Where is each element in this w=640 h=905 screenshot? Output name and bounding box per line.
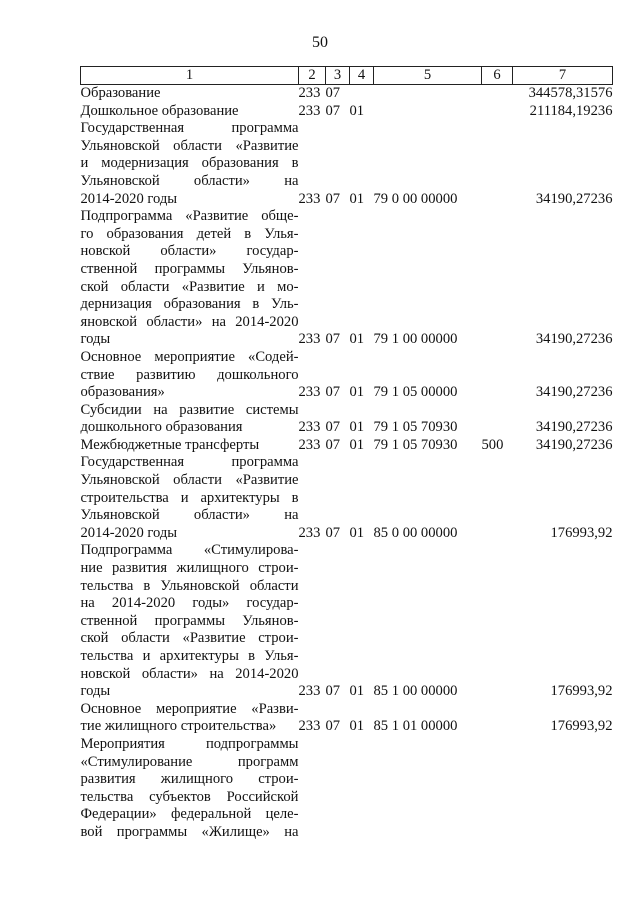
header-col-2: 2 — [299, 67, 326, 85]
row-name-line: ской области «Развитие и мо- — [80, 278, 299, 295]
code-subsection: 01 — [349, 718, 365, 735]
row-name — [81, 701, 299, 736]
row-name-line: Мероприятия подпрограммы — [80, 735, 299, 752]
row-name — [81, 208, 299, 349]
row-name-line: Образование — [80, 85, 161, 101]
table-row — [81, 85, 613, 103]
table-row — [81, 120, 613, 208]
row-name-line: Дошкольное образование — [80, 102, 239, 119]
table-row — [81, 103, 613, 121]
row-name-line: Ульяновской области» на — [80, 507, 299, 524]
row-name — [81, 120, 299, 208]
table-row — [81, 542, 613, 700]
row-name-line: новской области» на 2014-2020 — [80, 665, 299, 682]
header-row — [81, 67, 613, 85]
page-number: 50 — [312, 34, 328, 51]
row-name-line: Субсидии на развитие системы — [80, 401, 299, 418]
header-col-3: 3 — [326, 67, 350, 85]
row-name — [81, 542, 299, 700]
code-section: 07 — [325, 331, 341, 348]
code-section — [326, 736, 350, 842]
code-section: 07 — [325, 524, 341, 541]
code-target: 79 1 00 00000 — [373, 331, 458, 348]
table-row — [81, 349, 613, 402]
code-admin: 233 — [298, 190, 321, 207]
row-name-line: Ульяновской области» на — [80, 172, 299, 189]
table-row — [81, 701, 613, 736]
code-subsection: 01 — [349, 436, 365, 453]
code-admin — [299, 736, 326, 842]
table-row — [81, 402, 613, 437]
row-name-line: Основное мероприятие «Разви- — [80, 700, 299, 717]
row-name-line: годы — [80, 683, 111, 700]
row-amount: 344578,31576 — [528, 85, 613, 101]
code-target — [374, 103, 482, 121]
row-name-line: «Стимулирование программ — [80, 753, 299, 770]
row-amount: 176993,92 — [550, 683, 613, 700]
code-expense-type — [482, 701, 513, 736]
code-expense-type — [482, 103, 513, 121]
row-name-line: развития жилищного строи- — [80, 771, 299, 788]
code-expense-type — [482, 402, 513, 437]
row-name-line: яновской области» на 2014-2020 — [80, 313, 299, 330]
code-target: 85 1 00 00000 — [373, 683, 458, 700]
row-amount: 34190,27236 — [535, 384, 613, 401]
code-expense-type: 500 — [481, 436, 504, 453]
row-name — [81, 402, 299, 437]
code-target: 79 1 05 70930 — [373, 436, 458, 453]
table-row — [81, 437, 613, 455]
row-name-line: новской области» государ- — [80, 243, 299, 260]
code-admin: 233 — [298, 85, 321, 101]
code-target: 79 0 00 00000 — [373, 190, 458, 207]
row-name-line: дернизация образования в Уль- — [80, 296, 299, 313]
code-section: 07 — [325, 718, 341, 735]
row-name-line: тельства и архитектуры в Улья- — [80, 648, 299, 664]
code-admin: 233 — [298, 524, 321, 541]
row-amount: 34190,27236 — [535, 331, 613, 348]
code-target — [374, 736, 482, 842]
row-amount: 34190,27236 — [535, 436, 613, 453]
row-name-line: го образования детей в Улья- — [80, 225, 299, 242]
budget-table — [80, 66, 613, 842]
row-amount: 176993,92 — [550, 718, 613, 735]
row-name-line: образования» — [80, 384, 165, 401]
code-target: 85 1 01 00000 — [373, 718, 458, 735]
row-name-line: Межбюджетные трансферты — [80, 436, 260, 453]
code-subsection: 01 — [349, 683, 365, 700]
code-target: 79 1 05 00000 — [373, 384, 458, 401]
row-name-line: тие жилищного строительства» — [80, 718, 277, 735]
row-name-line: и модернизация образования в — [80, 155, 299, 172]
row-name-line: Основное мероприятие «Содей- — [80, 348, 299, 365]
table-body — [81, 85, 613, 842]
code-section: 07 — [325, 85, 341, 101]
row-name-line: Подпрограмма «Развитие обще- — [80, 208, 299, 225]
row-name — [81, 349, 299, 402]
code-expense-type — [482, 454, 513, 542]
code-admin: 233 — [298, 683, 321, 700]
row-name-line: строительства и архитектуры в — [80, 489, 299, 506]
row-name-line: Ульяновской области «Развитие — [80, 137, 299, 154]
table-row — [81, 208, 613, 349]
code-target — [374, 85, 482, 103]
row-name-line: Федерации» федеральной целе- — [80, 806, 299, 823]
code-expense-type — [482, 208, 513, 349]
row-name-line: ской области «Развитие строи- — [80, 630, 299, 647]
row-name — [81, 103, 299, 121]
header-col-5: 5 — [374, 67, 482, 85]
code-section: 07 — [325, 102, 341, 119]
row-name — [81, 85, 299, 103]
row-amount: 176993,92 — [550, 524, 613, 541]
code-subsection — [350, 85, 374, 103]
code-section: 07 — [325, 190, 341, 207]
row-name — [81, 454, 299, 542]
row-name-line: ствие развитию дошкольного — [80, 366, 299, 383]
row-name — [81, 437, 299, 455]
row-name-line: дошкольного образования — [80, 419, 243, 436]
row-name-line: Государственная программа — [80, 454, 299, 471]
code-subsection: 01 — [349, 419, 365, 436]
header-col-4: 4 — [350, 67, 374, 85]
row-name-line: Ульяновской области «Развитие — [80, 472, 299, 489]
code-expense-type — [482, 736, 513, 842]
code-expense-type — [482, 120, 513, 208]
row-name-line: 2014-2020 годы — [80, 524, 178, 541]
code-admin: 233 — [298, 436, 321, 453]
table-row — [81, 736, 613, 842]
code-section: 07 — [325, 419, 341, 436]
row-name-line: Государственная программа — [80, 120, 299, 137]
code-section: 07 — [325, 384, 341, 401]
code-admin: 233 — [298, 384, 321, 401]
row-name-line: годы — [80, 331, 111, 348]
code-expense-type — [482, 542, 513, 700]
row-name-line: 2014-2020 годы — [80, 190, 178, 207]
row-name-line: на 2014-2020 годы» государ- — [80, 595, 299, 612]
code-subsection: 01 — [349, 384, 365, 401]
row-amount: 34190,27236 — [535, 190, 613, 207]
code-admin: 233 — [298, 331, 321, 348]
code-subsection: 01 — [349, 524, 365, 541]
header-col-7: 7 — [513, 67, 613, 85]
code-subsection: 01 — [349, 331, 365, 348]
row-name-line: ственной программы Ульянов- — [80, 260, 299, 277]
code-subsection: 01 — [349, 102, 365, 119]
code-expense-type — [482, 349, 513, 402]
code-admin: 233 — [298, 718, 321, 735]
row-name-line: тельства в Ульяновской области — [80, 577, 299, 594]
table-row — [81, 454, 613, 542]
code-subsection: 01 — [349, 190, 365, 207]
header-col-1: 1 — [81, 67, 299, 85]
code-section: 07 — [325, 436, 341, 453]
row-amount: 211184,19236 — [529, 102, 613, 119]
code-admin: 233 — [298, 419, 321, 436]
row-name-line: ние развития жилищного строи- — [80, 560, 299, 577]
row-name-line: вой программы «Жилище» на — [80, 823, 299, 840]
row-name-line: тельства субъектов Российской — [80, 788, 299, 805]
code-section: 07 — [325, 683, 341, 700]
row-name-line: ственной программы Ульянов- — [80, 612, 299, 629]
code-expense-type — [482, 85, 513, 103]
row-amount: 34190,27236 — [535, 419, 613, 436]
row-name — [81, 736, 299, 842]
row-name-line: Подпрограмма «Стимулирова- — [80, 542, 299, 559]
code-subsection — [350, 736, 374, 842]
code-admin: 233 — [298, 102, 321, 119]
code-target: 79 1 05 70930 — [373, 419, 458, 436]
code-target: 85 0 00 00000 — [373, 524, 458, 541]
header-col-6: 6 — [482, 67, 513, 85]
row-amount — [513, 736, 613, 842]
